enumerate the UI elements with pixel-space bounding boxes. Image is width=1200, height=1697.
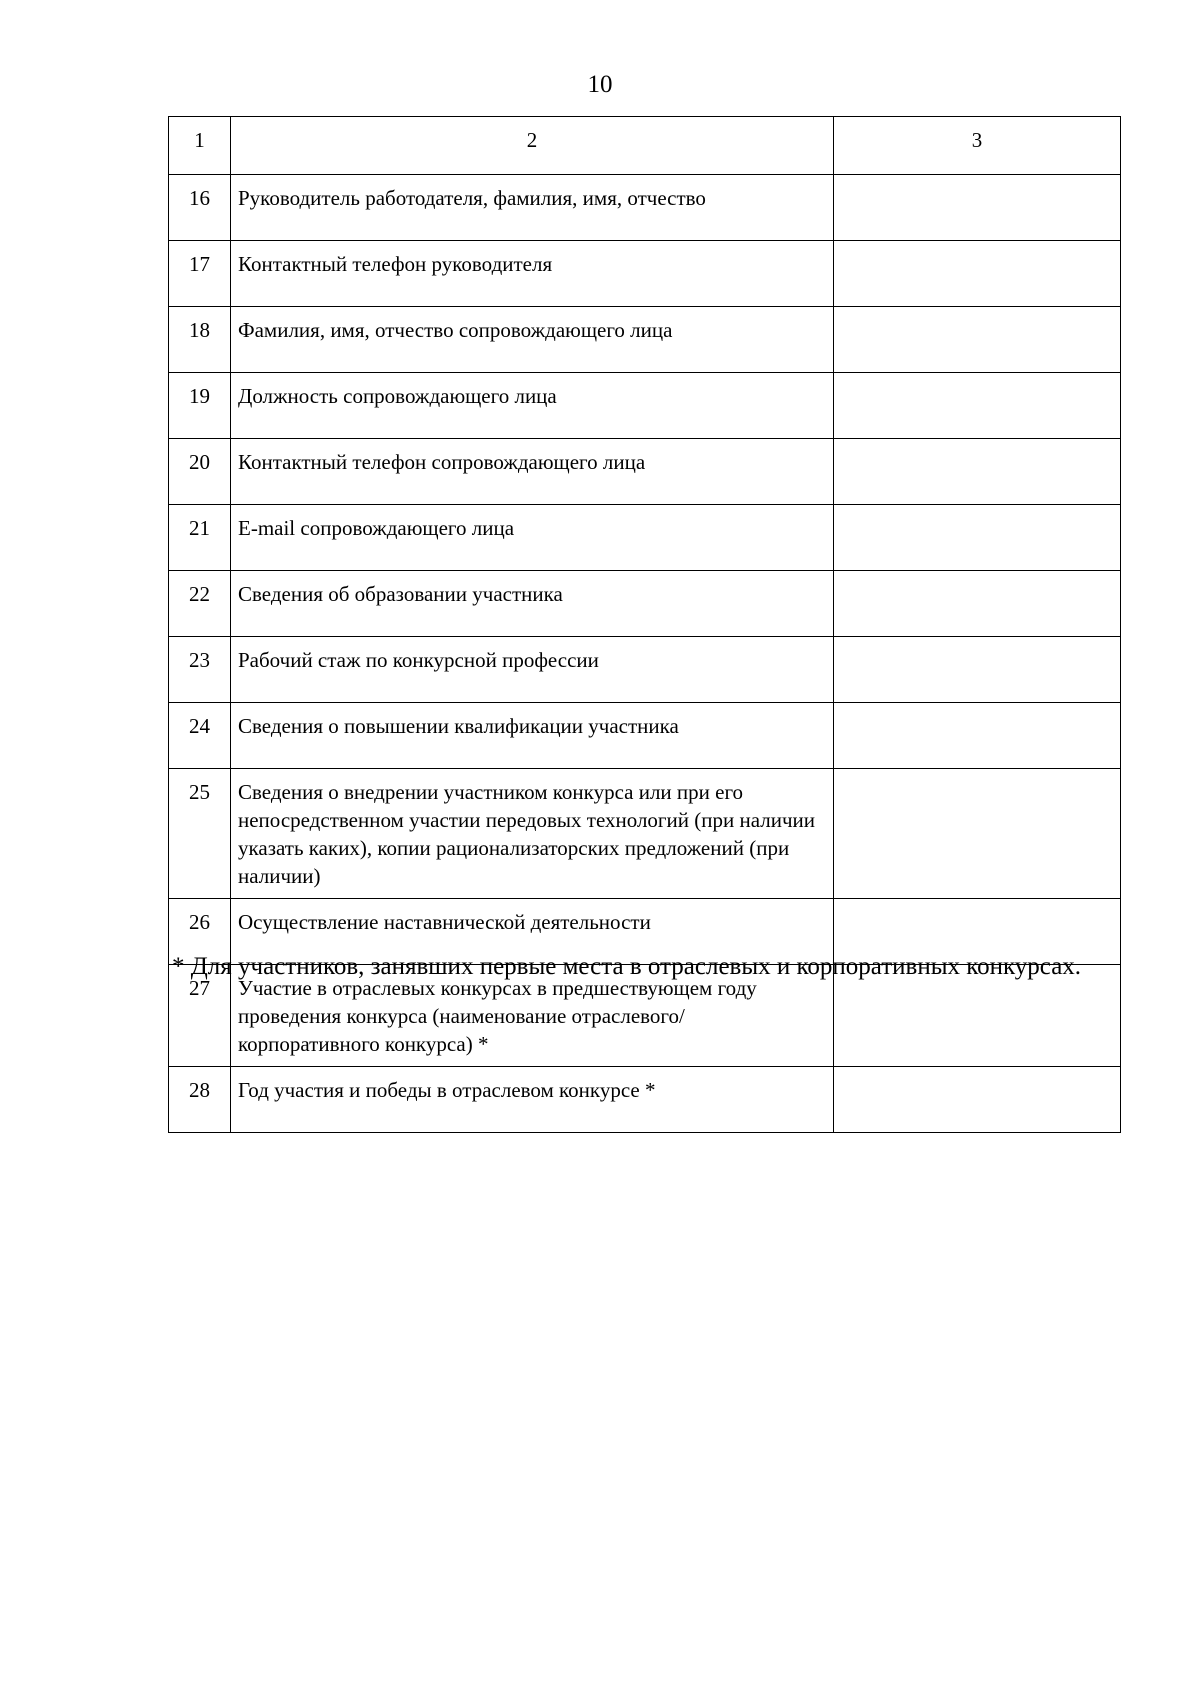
- row-number: 21: [169, 505, 231, 571]
- row-label: Осуществление наставнической деятельности: [231, 899, 834, 965]
- row-number: 23: [169, 637, 231, 703]
- row-label: E-mail сопровождающего лица: [231, 505, 834, 571]
- table-row: [169, 703, 1121, 769]
- row-number: 20: [169, 439, 231, 505]
- row-value-cell: [834, 373, 1121, 439]
- table-row: [169, 307, 1121, 373]
- row-number: 27: [169, 965, 231, 1067]
- row-value-cell: [834, 307, 1121, 373]
- row-value-cell: [834, 637, 1121, 703]
- row-value-cell: [834, 505, 1121, 571]
- row-label: Должность сопровождающего лица: [231, 373, 834, 439]
- table-row: [169, 769, 1121, 899]
- row-label: Фамилия, имя, отчество сопровождающего лица: [231, 307, 834, 373]
- row-label: Год участия и победы в отраслевом конкурсе *: [231, 1067, 834, 1133]
- table-row: [169, 175, 1121, 241]
- page-number: 10: [587, 71, 613, 98]
- row-label: Участие в отраслевых конкурсах в предшествующем году проведения конкурса (наименование отраслевого/корпоративного конкурса) *: [231, 965, 834, 1067]
- row-number: 25: [169, 769, 231, 899]
- row-value-cell: [834, 241, 1121, 307]
- column-number-3: 3: [834, 117, 1121, 175]
- table-row: [169, 439, 1121, 505]
- footnote: * Для участников, занявших первые места в отраслевых и корпоративных конкурсах.: [172, 953, 1082, 980]
- column-number-1: 1: [169, 117, 231, 175]
- table-row: [169, 571, 1121, 637]
- row-number: 26: [169, 899, 231, 965]
- row-label: Сведения о повышении квалификации участника: [231, 703, 834, 769]
- row-number: 28: [169, 1067, 231, 1133]
- row-label: Руководитель работодателя, фамилия, имя, отчество: [231, 175, 834, 241]
- row-number: 24: [169, 703, 231, 769]
- table-row: [169, 1067, 1121, 1133]
- row-value-cell: [834, 769, 1121, 899]
- row-number: 17: [169, 241, 231, 307]
- table-header-row: [169, 117, 1121, 175]
- table-row: [169, 373, 1121, 439]
- row-label: Сведения о внедрении участником конкурса или при его непосредственном участии передовых технологий (при наличии указать каких), копии рационализаторских предложений (при наличии): [231, 769, 834, 899]
- row-label: Сведения об образовании участника: [231, 571, 834, 637]
- row-value-cell: [834, 175, 1121, 241]
- row-number: 22: [169, 571, 231, 637]
- column-number-2: 2: [231, 117, 834, 175]
- row-value-cell: [834, 439, 1121, 505]
- row-number: 19: [169, 373, 231, 439]
- row-value-cell: [834, 1067, 1121, 1133]
- row-value-cell: [834, 571, 1121, 637]
- row-label: Контактный телефон сопровождающего лица: [231, 439, 834, 505]
- table-row: [169, 505, 1121, 571]
- table-row: [169, 637, 1121, 703]
- row-number: 18: [169, 307, 231, 373]
- row-number: 16: [169, 175, 231, 241]
- row-label: Рабочий стаж по конкурсной профессии: [231, 637, 834, 703]
- row-value-cell: [834, 703, 1121, 769]
- table-row: [169, 241, 1121, 307]
- row-label: Контактный телефон руководителя: [231, 241, 834, 307]
